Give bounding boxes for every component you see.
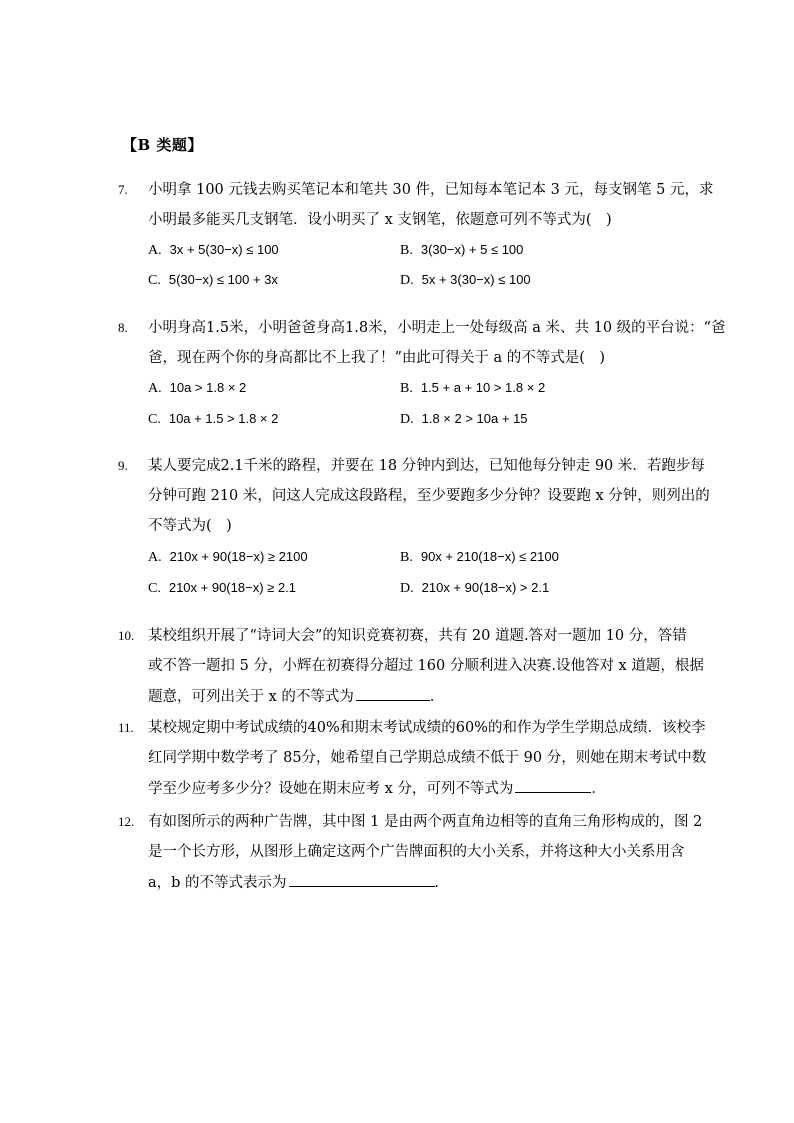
question-text-line-with-blank	[148, 778, 606, 799]
option-c	[148, 580, 296, 597]
option-text: 3(30−x) + 5 ≤ 100	[420, 242, 524, 257]
question-number: 11.	[118, 720, 134, 735]
option-letter: D.	[400, 412, 414, 427]
option-text: 5(30−x) ≤ 100 + 3x	[168, 272, 278, 287]
option-letter: A.	[148, 381, 162, 396]
end-punctuation: ．	[429, 689, 445, 705]
question-text-line: 小明最多能买几支钢笔．设小明买了 x 支钢笔，依题意可列不等式为( )	[148, 212, 612, 228]
option-a	[148, 380, 246, 397]
option-text: 210x + 90(18−x) ≥ 2.1	[168, 580, 296, 595]
option-a	[148, 242, 279, 259]
question-text: 题意，可列出关于 x 的不等式为	[148, 689, 354, 705]
option-text: 210x + 90(18−x) ≥ 2100	[169, 549, 308, 564]
question-text-line: 某人要完成2.1千米的路程，并要在 18 分钟内到达，已知他每分钟走 90 米．若跑步每	[148, 458, 705, 474]
option-a	[148, 549, 308, 566]
question-text-line: 爸，现在两个你的身高都比不上我了！”由此可得关于 a 的不等式是( )	[148, 350, 606, 366]
option-text: 1.8 × 2 > 10a + 15	[421, 411, 528, 426]
option-letter: A.	[148, 550, 162, 565]
question-text-line: 小明身高1.5米，小明爸爸身高1.8米，小明走上一处每级高 a 米、共 10 级的平台说：“爸	[148, 320, 726, 336]
option-text: 210x + 90(18−x) > 2.1	[421, 580, 550, 595]
option-b	[400, 549, 559, 566]
question-text: 学至少应考多少分？设她在期末应考 x 分，可列不等式为	[148, 781, 514, 797]
option-d	[400, 272, 531, 289]
answer-blank[interactable]	[515, 778, 591, 793]
question-number: 8.	[118, 320, 128, 335]
option-letter: D.	[400, 273, 414, 288]
option-b	[400, 380, 545, 397]
option-b	[400, 242, 523, 259]
question-text-line: 是一个长方形，从图形上确定这两个广告牌面积的大小关系，并将这种大小关系用含	[148, 844, 685, 860]
option-letter: B.	[400, 550, 413, 565]
answer-blank[interactable]	[356, 686, 430, 701]
question-text-line: 某校组织开展了“诗词大会”的知识竞赛初赛，共有 20 道题.答对一题加 10 分，答错	[148, 628, 687, 644]
option-text: 10a + 1.5 > 1.8 × 2	[168, 411, 279, 426]
option-letter: A.	[148, 243, 162, 258]
option-letter: D.	[400, 581, 414, 596]
option-d	[400, 580, 549, 597]
option-c	[148, 411, 278, 428]
question-text: a，b 的不等式表示为	[148, 875, 287, 891]
option-letter: C.	[148, 273, 161, 288]
end-punctuation: ．	[591, 781, 606, 797]
option-letter: C.	[148, 412, 161, 427]
end-punctuation: ．	[434, 875, 450, 891]
question-number: 9.	[118, 458, 128, 473]
question-text-line: 不等式为( )	[148, 518, 232, 534]
option-d	[400, 411, 528, 428]
question-number: 7.	[118, 182, 128, 197]
option-text: 10a > 1.8 × 2	[169, 380, 247, 395]
question-text-line-with-blank	[148, 872, 449, 893]
question-text-line: 小明拿 100 元钱去购买笔记本和笔共 30 件，已知每本笔记本 3 元，每支钢笔 5 元，求	[148, 182, 714, 198]
option-text: 90x + 210(18−x) ≤ 2100	[420, 549, 559, 564]
option-text: 1.5 + a + 10 > 1.8 × 2	[420, 380, 546, 395]
question-text-line: 红同学期中数学考了 85分，她希望自己学期总成绩不低于 90 分，则她在期末考试中数	[148, 750, 707, 766]
answer-blank[interactable]	[289, 872, 435, 887]
question-number: 12.	[118, 814, 135, 829]
question-text-line: 或不答一题扣 5 分，小辉在初赛得分超过 160 分顺利进入决赛.设他答对 x 道题，根据	[148, 658, 704, 674]
option-c	[148, 272, 278, 289]
option-letter: C.	[148, 581, 161, 596]
option-letter: B.	[400, 381, 413, 396]
section-title: 【B 类题】	[122, 136, 203, 154]
question-text-line-with-blank	[148, 686, 444, 707]
question-text-line: 分钟可跑 210 米，问这人完成这段路程，至少要跑多少分钟？设要跑 x 分钟，则列出的	[148, 488, 710, 504]
option-text: 3x + 5(30−x) ≤ 100	[169, 242, 279, 257]
option-letter: B.	[400, 243, 413, 258]
option-text: 5x + 3(30−x) ≤ 100	[421, 272, 531, 287]
question-text-line: 某校规定期中考试成绩的40%和期末考试成绩的60%的和作为学生学期总成绩．该校李	[148, 720, 706, 736]
question-number: 10.	[118, 628, 135, 643]
question-text-line: 有如图所示的两种广告牌，其中图 1 是由两个两直角边相等的直角三角形构成的，图 2	[148, 814, 703, 830]
